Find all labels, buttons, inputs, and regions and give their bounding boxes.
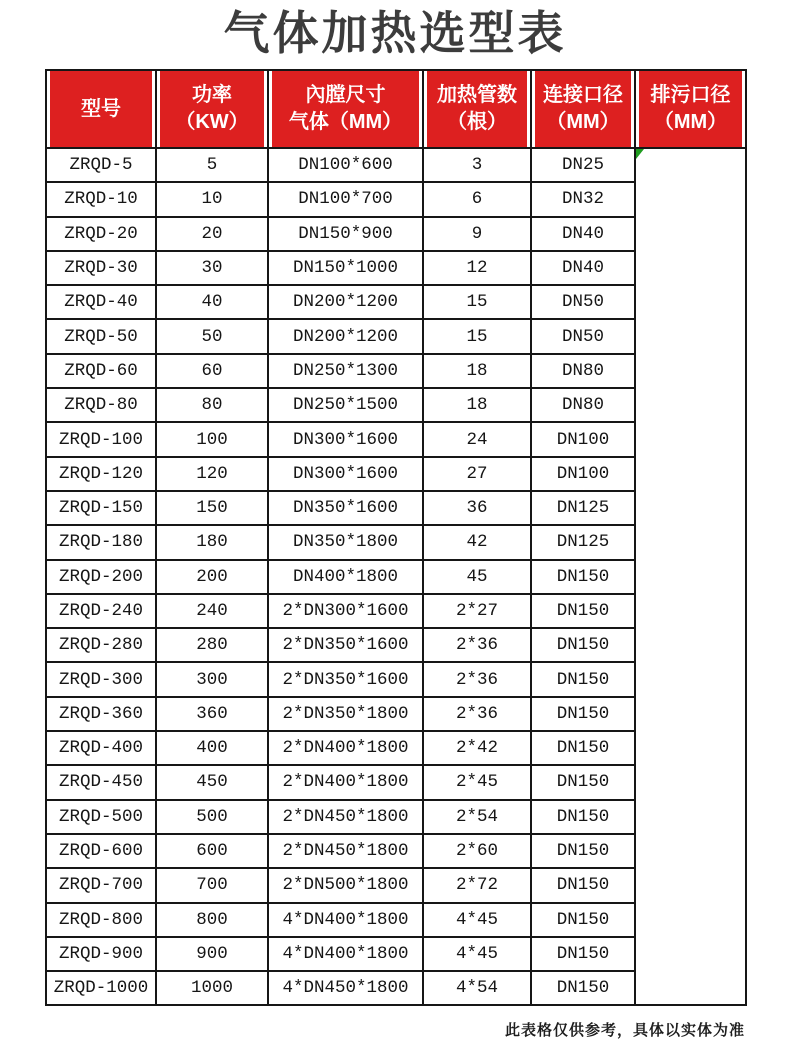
chamber-size-cell: DN300*1600: [268, 422, 423, 456]
column-header-chamber-size: [268, 70, 423, 148]
model-cell: ZRQD-400: [46, 731, 156, 765]
tube-count-cell: 24: [423, 422, 531, 456]
model-cell: ZRQD-200: [46, 560, 156, 594]
power-cell: 120: [156, 457, 268, 491]
tube-count-cell: 2*60: [423, 834, 531, 868]
column-header-connection-diameter: [531, 70, 635, 148]
green-corner-marker-icon: [636, 149, 644, 159]
model-cell: ZRQD-900: [46, 937, 156, 971]
chamber-size-cell: 2*DN350*1600: [268, 662, 423, 696]
table-header-row: [46, 70, 746, 148]
chamber-size-cell: 2*DN300*1600: [268, 594, 423, 628]
chamber-size-cell: DN300*1600: [268, 457, 423, 491]
chamber-size-cell: 2*DN400*1800: [268, 765, 423, 799]
power-cell: 300: [156, 662, 268, 696]
chamber-size-cell: DN150*1000: [268, 251, 423, 285]
connection-diameter-cell: DN80: [531, 354, 635, 388]
power-cell: 800: [156, 903, 268, 937]
chamber-size-cell: 4*DN450*1800: [268, 971, 423, 1005]
column-header-line: （KW）: [175, 111, 249, 133]
column-header-line: （MM）: [546, 111, 620, 133]
tube-count-cell: 2*72: [423, 868, 531, 902]
connection-diameter-cell: DN150: [531, 903, 635, 937]
power-cell: 10: [156, 182, 268, 216]
chamber-size-cell: 2*DN350*1800: [268, 697, 423, 731]
chamber-size-cell: DN150*900: [268, 217, 423, 251]
power-cell: 500: [156, 800, 268, 834]
model-cell: ZRQD-700: [46, 868, 156, 902]
power-cell: 180: [156, 525, 268, 559]
column-header-tube-count: [423, 70, 531, 148]
tube-count-cell: 15: [423, 319, 531, 353]
power-cell: 5: [156, 148, 268, 182]
tube-count-cell: 18: [423, 388, 531, 422]
connection-diameter-cell: DN80: [531, 388, 635, 422]
model-cell: ZRQD-360: [46, 697, 156, 731]
model-cell: ZRQD-600: [46, 834, 156, 868]
connection-diameter-cell: DN150: [531, 662, 635, 696]
connection-diameter-cell: DN150: [531, 800, 635, 834]
connection-diameter-cell: DN40: [531, 217, 635, 251]
chamber-size-cell: 4*DN400*1800: [268, 903, 423, 937]
power-cell: 200: [156, 560, 268, 594]
tube-count-cell: 2*36: [423, 697, 531, 731]
chamber-size-cell: DN200*1200: [268, 285, 423, 319]
model-cell: ZRQD-30: [46, 251, 156, 285]
tube-count-cell: 4*45: [423, 937, 531, 971]
model-cell: ZRQD-40: [46, 285, 156, 319]
column-header-line: 功率: [192, 84, 232, 106]
model-cell: ZRQD-240: [46, 594, 156, 628]
connection-diameter-cell: DN150: [531, 594, 635, 628]
power-cell: 30: [156, 251, 268, 285]
connection-diameter-cell: DN150: [531, 868, 635, 902]
table-row: [46, 148, 746, 182]
tube-count-cell: 2*45: [423, 765, 531, 799]
model-cell: ZRQD-500: [46, 800, 156, 834]
chamber-size-cell: DN200*1200: [268, 319, 423, 353]
chamber-size-cell: 2*DN450*1800: [268, 834, 423, 868]
tube-count-cell: 12: [423, 251, 531, 285]
connection-diameter-cell: DN150: [531, 697, 635, 731]
footnote: 此表格仅供参考，具体以实体为准: [504, 1022, 745, 1040]
column-header-model: [46, 70, 156, 148]
connection-diameter-cell: DN100: [531, 422, 635, 456]
column-header-line: 型号: [81, 97, 121, 120]
model-cell: ZRQD-280: [46, 628, 156, 662]
model-cell: ZRQD-150: [46, 491, 156, 525]
tube-count-cell: 15: [423, 285, 531, 319]
chamber-size-cell: 2*DN500*1800: [268, 868, 423, 902]
tube-count-cell: 4*45: [423, 903, 531, 937]
connection-diameter-cell: DN50: [531, 285, 635, 319]
power-cell: 700: [156, 868, 268, 902]
model-cell: ZRQD-1000: [46, 971, 156, 1005]
chamber-size-cell: DN400*1800: [268, 560, 423, 594]
power-cell: 1000: [156, 971, 268, 1005]
column-header-line: 排污口径: [650, 84, 731, 106]
column-header-line: （MM）: [653, 111, 728, 133]
tube-count-cell: 2*27: [423, 594, 531, 628]
connection-diameter-cell: DN150: [531, 834, 635, 868]
tube-count-cell: 3: [423, 148, 531, 182]
tube-count-cell: 27: [423, 457, 531, 491]
power-cell: 240: [156, 594, 268, 628]
tube-count-cell: 18: [423, 354, 531, 388]
connection-diameter-cell: DN32: [531, 182, 635, 216]
connection-diameter-cell: DN100: [531, 457, 635, 491]
tube-count-cell: 6: [423, 182, 531, 216]
tube-count-cell: 2*36: [423, 662, 531, 696]
column-header-drain-diameter: [635, 70, 746, 148]
connection-diameter-cell: DN150: [531, 937, 635, 971]
tube-count-cell: 9: [423, 217, 531, 251]
power-cell: 150: [156, 491, 268, 525]
model-cell: ZRQD-100: [46, 422, 156, 456]
model-cell: ZRQD-20: [46, 217, 156, 251]
drain-diameter-cell: [635, 148, 746, 1005]
column-header-line: 加热管数: [437, 84, 517, 106]
chamber-size-cell: DN250*1300: [268, 354, 423, 388]
power-cell: 360: [156, 697, 268, 731]
tube-count-cell: 42: [423, 525, 531, 559]
model-cell: ZRQD-300: [46, 662, 156, 696]
power-cell: 80: [156, 388, 268, 422]
connection-diameter-cell: DN150: [531, 765, 635, 799]
power-cell: 60: [156, 354, 268, 388]
column-header-line: 连接口径: [543, 84, 623, 106]
power-cell: 280: [156, 628, 268, 662]
chamber-size-cell: DN100*700: [268, 182, 423, 216]
power-cell: 100: [156, 422, 268, 456]
chamber-size-cell: 4*DN400*1800: [268, 937, 423, 971]
chamber-size-cell: DN250*1500: [268, 388, 423, 422]
power-cell: 50: [156, 319, 268, 353]
chamber-size-cell: DN350*1600: [268, 491, 423, 525]
connection-diameter-cell: DN125: [531, 525, 635, 559]
tube-count-cell: 2*42: [423, 731, 531, 765]
power-cell: 20: [156, 217, 268, 251]
model-cell: ZRQD-120: [46, 457, 156, 491]
column-header-line: 內膛尺寸: [305, 84, 386, 106]
model-cell: ZRQD-450: [46, 765, 156, 799]
selection-table: [45, 69, 747, 1006]
connection-diameter-cell: DN150: [531, 971, 635, 1005]
tube-count-cell: 36: [423, 491, 531, 525]
tube-count-cell: 4*54: [423, 971, 531, 1005]
connection-diameter-cell: DN150: [531, 628, 635, 662]
model-cell: ZRQD-800: [46, 903, 156, 937]
tube-count-cell: 45: [423, 560, 531, 594]
column-header-line: 气体（MM）: [288, 111, 403, 133]
chamber-size-cell: 2*DN350*1600: [268, 628, 423, 662]
power-cell: 450: [156, 765, 268, 799]
power-cell: 40: [156, 285, 268, 319]
connection-diameter-cell: DN125: [531, 491, 635, 525]
chamber-size-cell: 2*DN450*1800: [268, 800, 423, 834]
power-cell: 600: [156, 834, 268, 868]
model-cell: ZRQD-180: [46, 525, 156, 559]
model-cell: ZRQD-5: [46, 148, 156, 182]
page-title: 气体加热选型表: [223, 7, 567, 59]
tube-count-cell: 2*36: [423, 628, 531, 662]
chamber-size-cell: 2*DN400*1800: [268, 731, 423, 765]
power-cell: 400: [156, 731, 268, 765]
connection-diameter-cell: DN40: [531, 251, 635, 285]
column-header-power: [156, 70, 268, 148]
chamber-size-cell: DN350*1800: [268, 525, 423, 559]
model-cell: ZRQD-60: [46, 354, 156, 388]
connection-diameter-cell: DN50: [531, 319, 635, 353]
connection-diameter-cell: DN150: [531, 731, 635, 765]
tube-count-cell: 2*54: [423, 800, 531, 834]
model-cell: ZRQD-10: [46, 182, 156, 216]
connection-diameter-cell: DN150: [531, 560, 635, 594]
model-cell: ZRQD-50: [46, 319, 156, 353]
power-cell: 900: [156, 937, 268, 971]
connection-diameter-cell: DN25: [531, 148, 635, 182]
chamber-size-cell: DN100*600: [268, 148, 423, 182]
column-header-line: （根）: [447, 111, 507, 133]
model-cell: ZRQD-80: [46, 388, 156, 422]
